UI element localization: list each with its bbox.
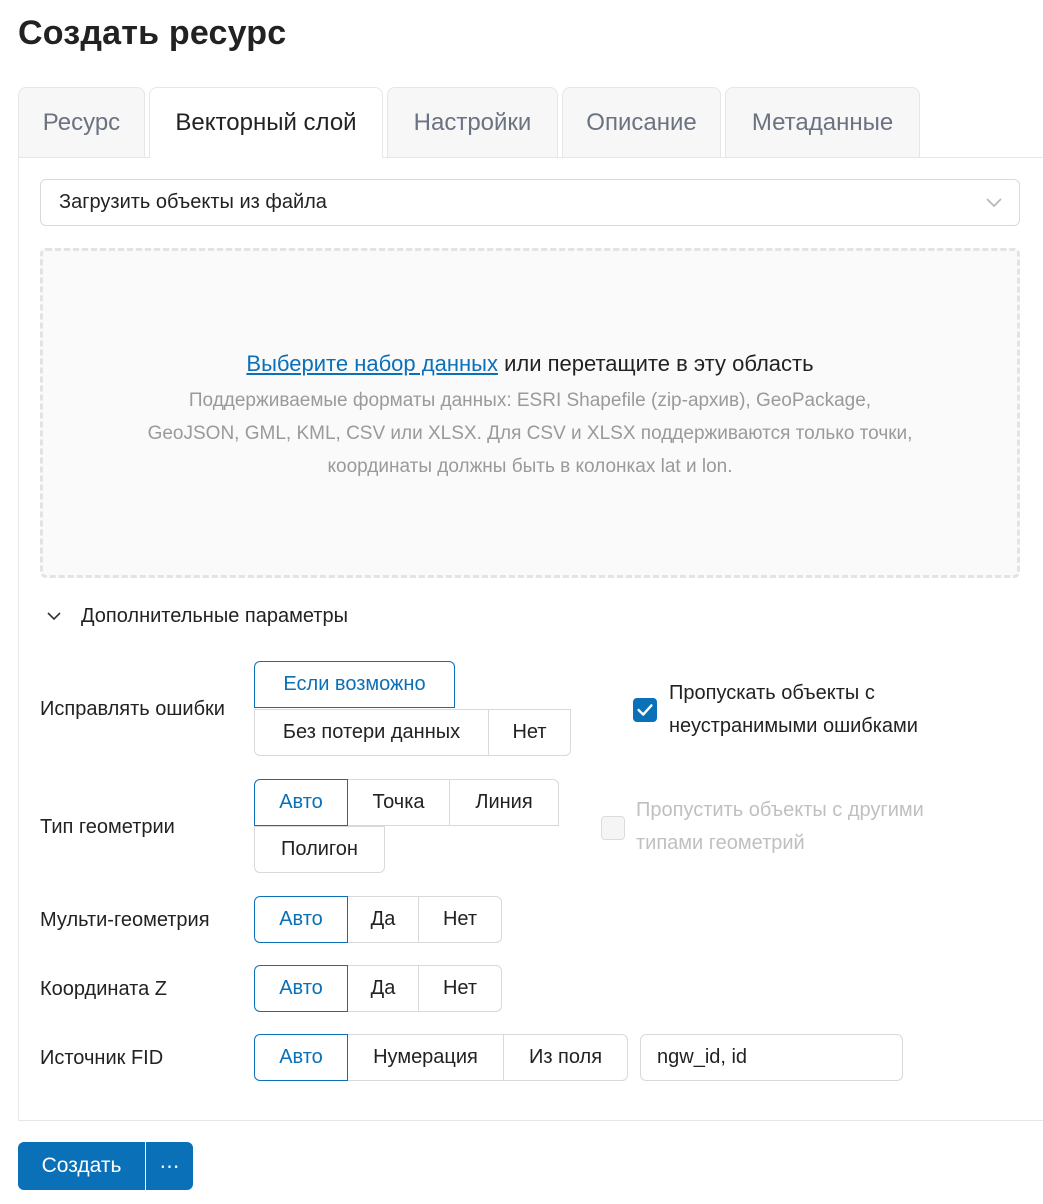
chevron-down-icon [46,610,62,622]
advanced-params-label: Дополнительные параметры [81,604,348,627]
fix-errors-option-lossless[interactable]: Без потери данных [254,709,489,756]
tab-resource[interactable]: Ресурс [18,87,145,157]
tab-vector-layer[interactable]: Векторный слой [149,87,383,158]
coord-z-option-yes[interactable]: Да [347,965,419,1012]
coord-z-option-auto[interactable]: Авто [254,965,348,1012]
skip-errors-checkbox[interactable] [633,698,657,722]
skip-other-geom-checkbox [601,816,625,840]
geometry-option-polygon[interactable]: Полигон [254,826,385,873]
geometry-option-point[interactable]: Точка [347,779,450,826]
coord-z-option-no[interactable]: Нет [418,965,502,1012]
dropzone-text: или перетащите в эту область [497,351,814,376]
tab-bar [18,87,924,158]
page-title: Создать ресурс [18,14,287,52]
dropzone-hint: Поддерживаемые форматы данных: ESRI Shapefile (zip-архив), GeoPackage, GeoJSON, GML, KML, CSV или XLSX. Для CSV и XLSX поддерживаются только точки, координаты должны быть в колонках lat и lon. [147,390,913,477]
more-icon: ⋯ [159,1155,180,1178]
fid-option-from-field[interactable]: Из поля [503,1034,628,1081]
source-select-value: Загрузить объекты из файла [59,191,327,213]
tab-metadata[interactable]: Метаданные [725,87,920,157]
fix-errors-label: Исправлять ошибки [40,698,225,720]
dropzone-title [43,351,1017,377]
fix-errors-option-no[interactable]: Нет [488,709,571,756]
chevron-down-icon [985,195,1003,209]
geometry-type-label: Тип геометрии [40,816,175,838]
fix-errors-option-if-possible[interactable]: Если возможно [254,661,455,708]
advanced-params-toggle[interactable] [46,601,348,631]
tab-description[interactable]: Описание [562,87,721,157]
multi-geometry-option-auto[interactable]: Авто [254,896,348,943]
file-dropzone[interactable] [40,248,1020,578]
skip-other-geom-label: Пропустить объекты с другими типами геометрий [636,799,924,854]
multi-geometry-option-no[interactable]: Нет [418,896,502,943]
fid-source-label: Источник FID [40,1047,164,1069]
coord-z-label: Координата Z [40,978,167,1000]
fid-field-input[interactable] [640,1034,903,1081]
source-select[interactable] [40,179,1020,226]
more-actions-button[interactable] [146,1142,193,1190]
fid-option-auto[interactable]: Авто [254,1034,348,1081]
create-button[interactable]: Создать [18,1142,145,1190]
tab-settings[interactable]: Настройки [387,87,558,157]
skip-errors-label: Пропускать объекты с неустранимыми ошибками [669,682,918,737]
multi-geometry-option-yes[interactable]: Да [347,896,419,943]
geometry-option-line[interactable]: Линия [449,779,559,826]
multi-geometry-label: Мульти-геометрия [40,909,210,931]
geometry-option-auto[interactable]: Авто [254,779,348,826]
fid-option-numbering[interactable]: Нумерация [347,1034,504,1081]
choose-dataset-link[interactable]: Выберите набор данных [246,351,498,376]
check-icon [634,699,656,721]
tab-panel [18,157,1043,1121]
